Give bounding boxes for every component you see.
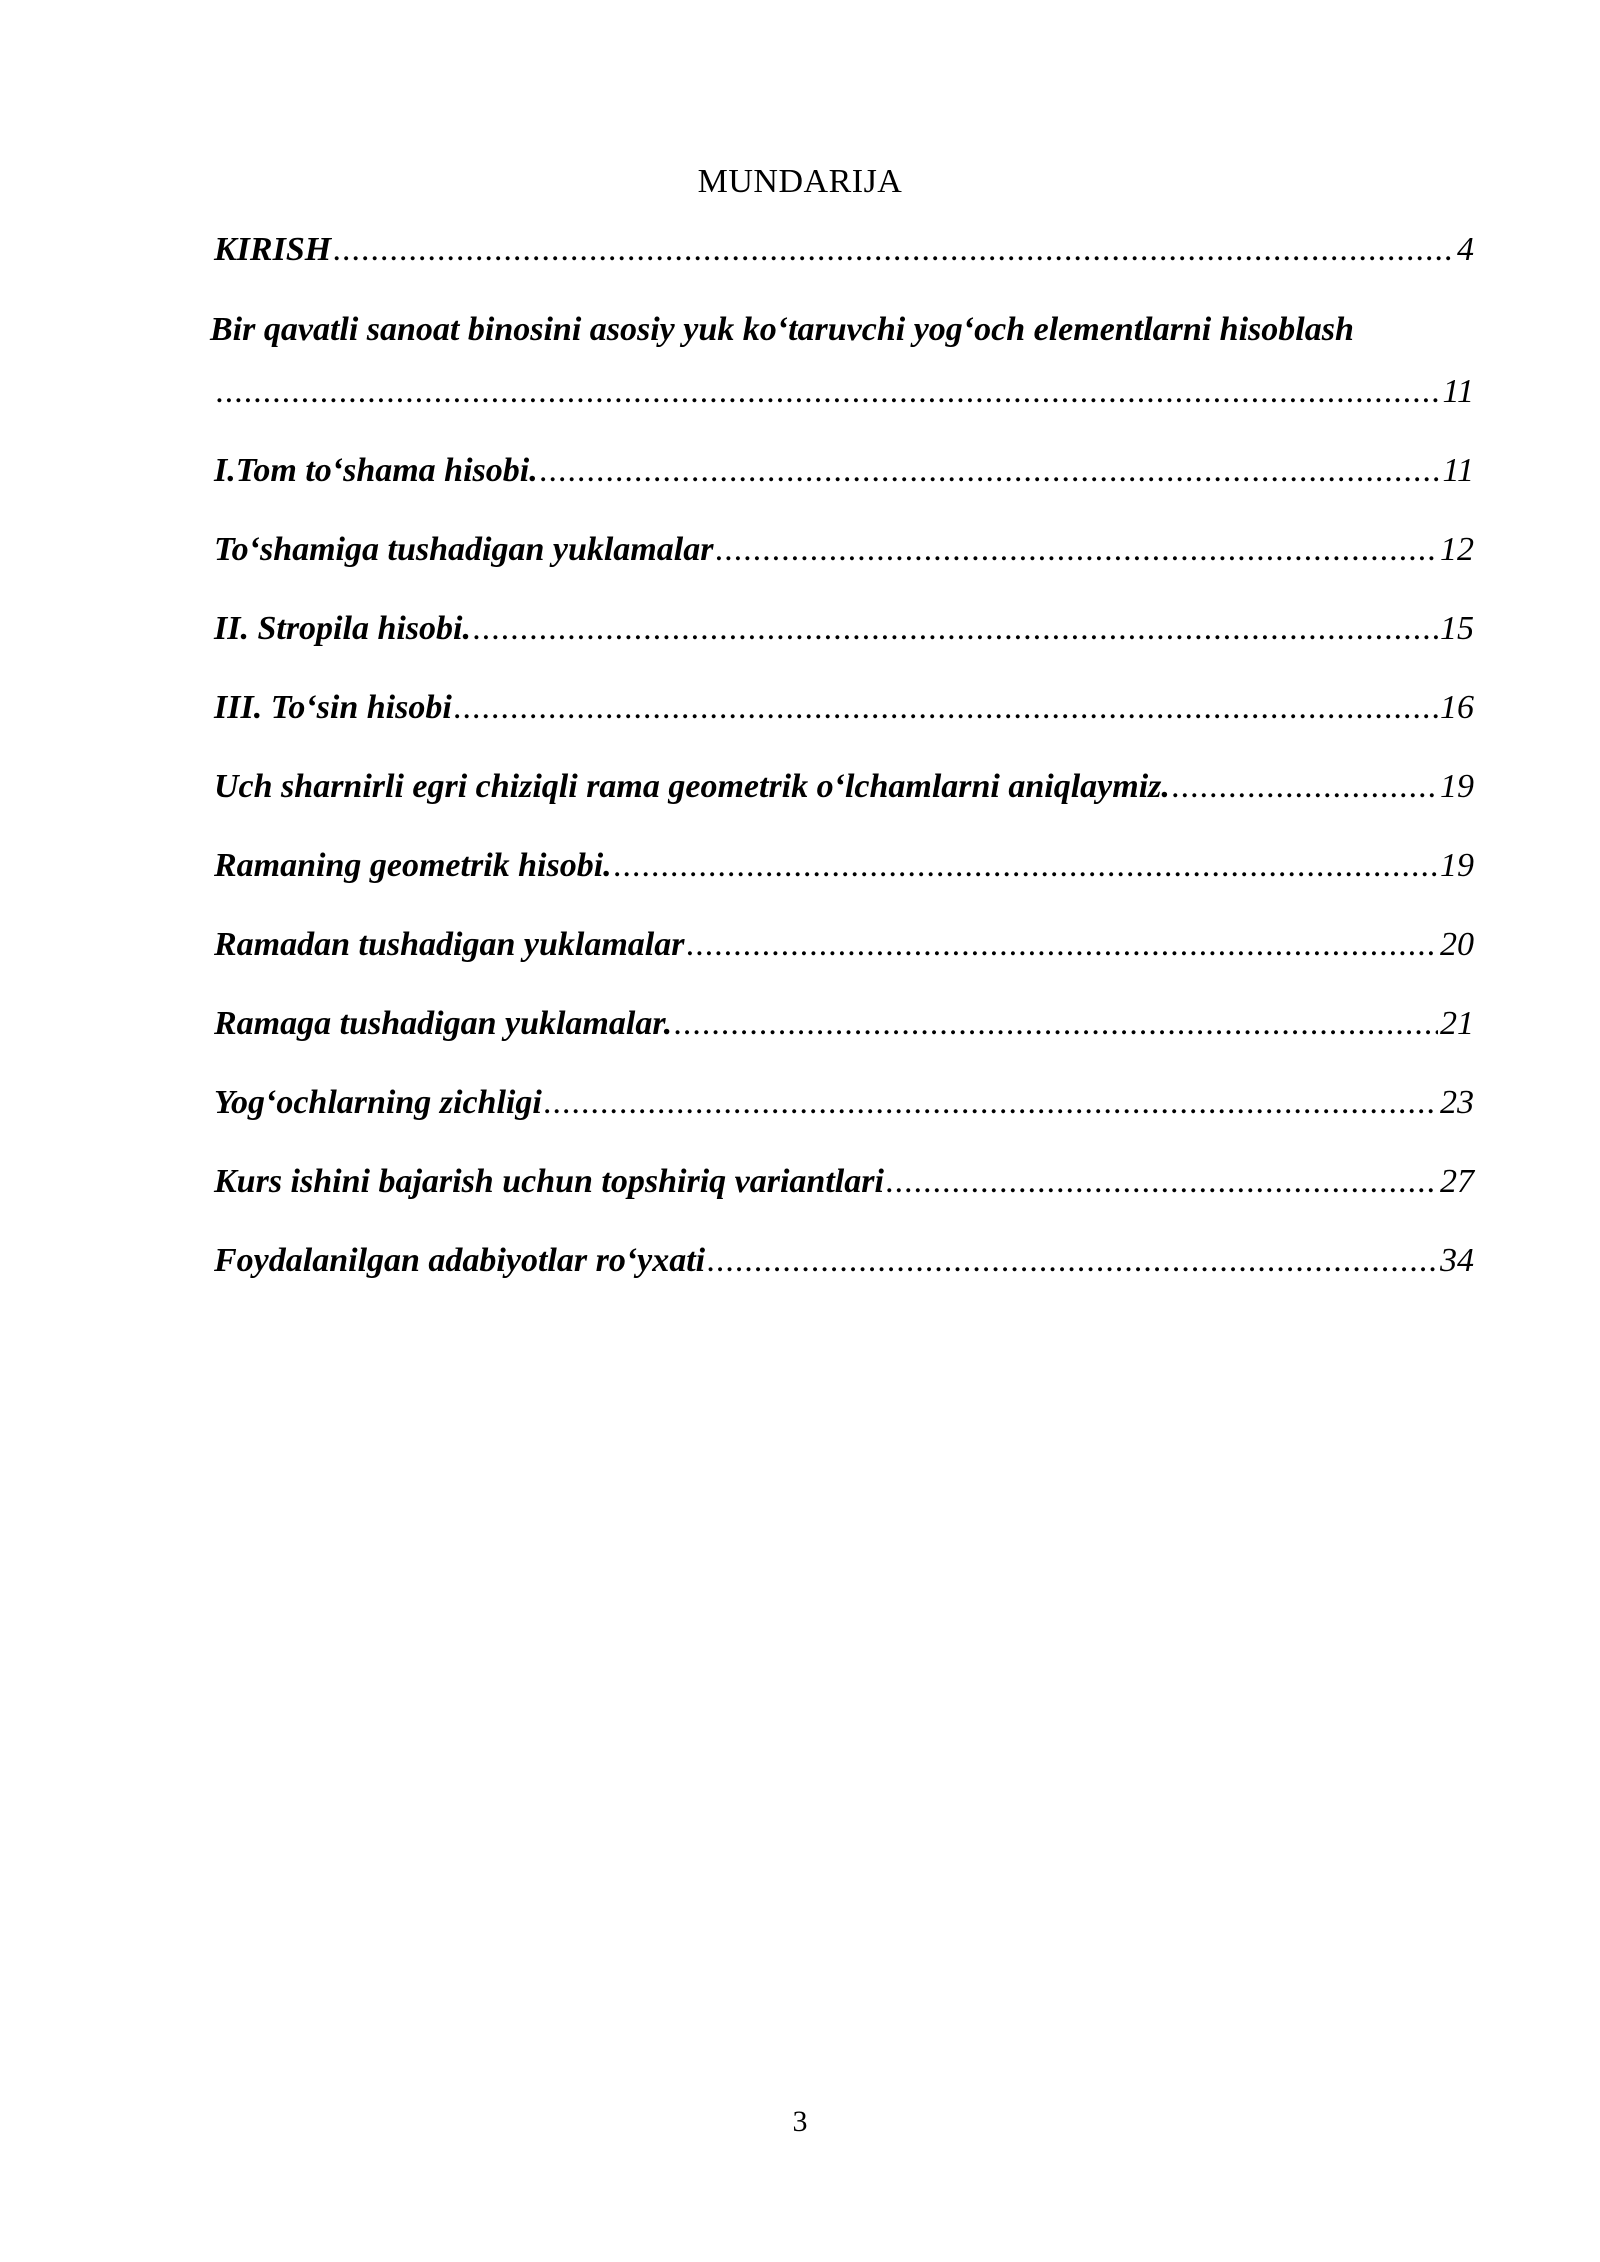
toc-entry-page: 16 — [1440, 689, 1474, 726]
toc-title: MUNDARIJA — [697, 163, 903, 200]
toc-entry — [214, 609, 1474, 649]
toc-entry-page: 4 — [1457, 231, 1474, 268]
toc-leader-dots — [454, 688, 1438, 728]
toc-entry — [214, 925, 1474, 965]
toc-entry-label: II. Stropila hisobi. — [214, 610, 471, 647]
toc-entry-label: I.Tom to‘shama hisobi. — [214, 452, 538, 489]
toc-entry — [214, 767, 1474, 807]
toc-leader-dots — [544, 1083, 1438, 1123]
toc-entry-page: 15 — [1440, 610, 1474, 647]
toc-entry — [214, 372, 1474, 412]
toc-entry-page: 11 — [1442, 452, 1474, 489]
toc-leader-dots — [540, 451, 1441, 491]
toc-entry-label: To‘shamiga tushadigan yuklamalar — [214, 531, 714, 568]
toc-entry-label: Bir qavatli sanoat binosini asosiy yuk ko‘taruvchi yog‘och elementlarni hisoblash — [210, 311, 1354, 348]
toc-leader-dots — [715, 530, 1438, 570]
toc-entry-page: 21 — [1440, 1005, 1474, 1042]
toc-entry-label: III. To‘sin hisobi — [214, 689, 452, 726]
toc-leader-dots — [216, 372, 1441, 412]
toc-entry-label: KIRISH — [214, 231, 332, 268]
toc-entry-label: Ramaning geometrik hisobi. — [214, 847, 612, 884]
toc-entry-label: Yog‘ochlarning zichligi — [214, 1084, 542, 1121]
toc-leader-dots — [614, 846, 1438, 886]
toc-entry-label: Foydalanilgan adabiyotlar ro‘yxati — [214, 1242, 706, 1279]
toc-entry-page: 19 — [1440, 768, 1474, 805]
toc-entry-page: 19 — [1440, 847, 1474, 884]
toc-entry-label: Ramadan tushadigan yuklamalar — [214, 926, 685, 963]
toc-entry-label: Kurs ishini bajarish uchun topshiriq variantlari — [214, 1163, 884, 1200]
toc-entry — [214, 530, 1474, 570]
toc-entry — [214, 451, 1474, 491]
toc-entry-label: Uch sharnirli egri chiziqli rama geometrik o‘lchamlarni aniqlaymiz. — [214, 768, 1170, 805]
toc-entry — [214, 688, 1474, 728]
toc-leader-dots — [333, 230, 1455, 270]
toc-entry — [214, 1083, 1474, 1123]
toc-entry — [214, 1162, 1474, 1202]
toc-entry-page: 34 — [1440, 1242, 1474, 1279]
toc-entry — [214, 230, 1474, 270]
toc-leader-dots — [686, 925, 1438, 965]
toc-entry-page: 23 — [1440, 1084, 1474, 1121]
toc-leader-dots — [674, 1004, 1438, 1044]
toc-leader-dots — [473, 609, 1438, 649]
toc-leader-dots — [707, 1241, 1438, 1281]
toc-entry-label: Ramaga tushadigan yuklamalar. — [214, 1005, 673, 1042]
toc-entry-page: 27 — [1440, 1163, 1474, 1200]
toc-leader-dots — [1172, 767, 1438, 807]
toc-leader-dots — [886, 1162, 1438, 1202]
toc-entry — [214, 846, 1474, 886]
page-number: 3 — [792, 2105, 808, 2138]
toc-entry-page: 12 — [1440, 531, 1474, 568]
toc-entry — [214, 1004, 1474, 1044]
toc-entry — [214, 1241, 1474, 1281]
toc-entry-page: 20 — [1440, 926, 1474, 963]
toc-entry-page: 11 — [1442, 373, 1474, 410]
